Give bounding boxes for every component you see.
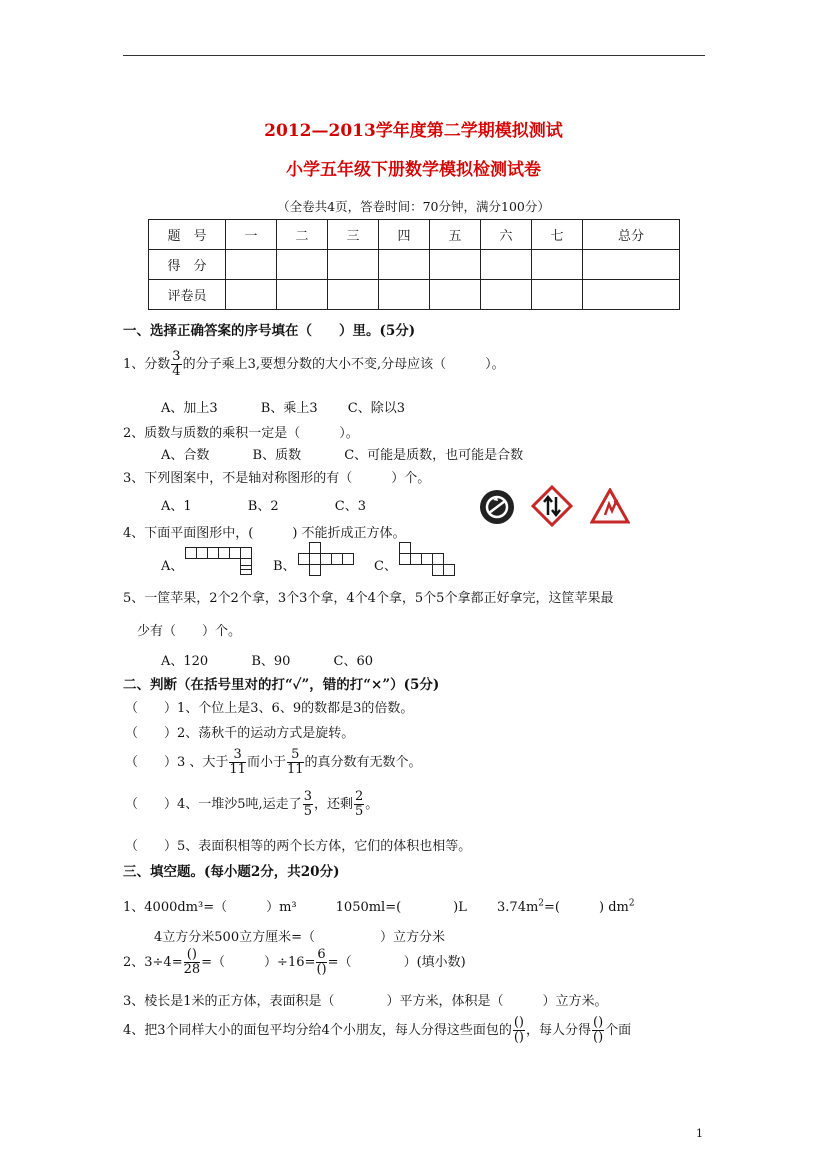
- fraction-numerator: 3: [303, 789, 312, 804]
- fraction-numerator: 3: [172, 349, 181, 364]
- s1-question-4: 4、下面平面图形中，( ) 不能折成正方体。: [123, 526, 406, 541]
- s3-q2-suffix: =（ ）(填小数): [327, 955, 466, 970]
- grader-cell[interactable]: [328, 280, 379, 310]
- s3-q1-part-a: 1、4000dm³=（ ）m³ 1050ml=( )L 3.74m: [123, 900, 539, 915]
- s1-q5-options: A、120 B、90 C、60: [161, 654, 374, 669]
- s3-q2-middle: =（ ）÷16=: [201, 955, 316, 970]
- exam-title: 2012—2013学年度第二学期模拟测试: [264, 121, 563, 141]
- fraction-denominator: 5: [303, 804, 312, 819]
- section2-title: 二、判断（在括号里对的打“✓”，错的打“×”）(5分): [123, 677, 440, 693]
- exponent: 2: [628, 898, 635, 909]
- fraction-numerator: 6: [317, 947, 326, 962]
- grader-cell[interactable]: [481, 280, 532, 310]
- grader-cell[interactable]: [532, 280, 583, 310]
- s1-question-5-line2: 少有（ ）个。: [137, 624, 242, 639]
- score-cell[interactable]: [430, 250, 481, 280]
- grader-cell[interactable]: [226, 280, 277, 310]
- score-row-label: 得 分: [149, 250, 226, 280]
- section3-title: 三、填空题。(每小题2分，共20分): [123, 864, 340, 880]
- s2-question-4: [125, 790, 378, 819]
- fraction-numerator: (): [593, 1015, 604, 1030]
- score-header-cell: 一: [226, 220, 277, 250]
- page-number: 1: [696, 1127, 703, 1140]
- score-table-header-row: [149, 220, 680, 250]
- s2-question-1: （ ）1、个位上是3、6、9的数都是3的倍数。: [125, 701, 414, 716]
- fraction: [303, 790, 313, 819]
- score-table-grader-row: [149, 280, 680, 310]
- fraction-numerator: (): [184, 948, 201, 963]
- fraction-denominator: (): [513, 1030, 524, 1045]
- score-header-cell: 二: [277, 220, 328, 250]
- score-cell[interactable]: [226, 250, 277, 280]
- s1-q1-suffix: 的分子乘上3,要想分数的大小不变,分母应该（ ）。: [182, 357, 505, 372]
- s1-question-1: [123, 350, 505, 379]
- fraction: [316, 948, 326, 977]
- fraction: [354, 790, 364, 819]
- two-way-traffic-sign-icon: [531, 485, 573, 527]
- s3-q1-part-b: =( ) dm: [544, 900, 629, 915]
- fraction-denominator: (): [316, 962, 327, 977]
- score-header-cell: 总分: [583, 220, 680, 250]
- s3-q4-suffix: 个面: [605, 1023, 632, 1038]
- grader-cell[interactable]: [379, 280, 430, 310]
- s3-q4-middle: ，每人分得: [525, 1023, 591, 1038]
- s3-question-2: [123, 948, 466, 977]
- s2-question-5: （ ）5、表面积相等的两个长方体，它们的体积也相等。: [125, 839, 472, 854]
- score-header-cell: 四: [379, 220, 430, 250]
- s1-q4-option-a-label: A、: [161, 559, 184, 574]
- fraction: [184, 948, 201, 977]
- fraction-numerator: 2: [354, 789, 364, 804]
- fraction-denominator: 5: [354, 804, 364, 819]
- fraction-denominator: (): [593, 1030, 604, 1045]
- fraction: [287, 748, 304, 777]
- score-table: [148, 219, 680, 310]
- s1-q3-options: A、1 B、2 C、3: [161, 499, 366, 514]
- fraction: [229, 748, 246, 777]
- s2-q3-prefix: （ ）3 、大于: [125, 755, 229, 770]
- score-cell[interactable]: [277, 250, 328, 280]
- score-header-cell: 题 号: [149, 220, 226, 250]
- score-table-score-row: [149, 250, 680, 280]
- s3-q2-prefix: 2、3÷4=: [123, 955, 183, 970]
- s2-q4-middle: ，还剩: [313, 797, 353, 812]
- fraction: [513, 1016, 525, 1045]
- s1-q4-option-b-label: B、: [273, 559, 296, 574]
- fraction-denominator: 28: [183, 962, 201, 977]
- lightning-warning-sign-icon: [590, 488, 630, 524]
- score-header-cell: 五: [430, 220, 481, 250]
- exam-subtitle: 小学五年级下册数学模拟检测试卷: [286, 160, 541, 180]
- fraction-numerator: (): [513, 1015, 524, 1030]
- grader-cell[interactable]: [430, 280, 481, 310]
- s2-question-3: [125, 748, 422, 777]
- score-cell[interactable]: [379, 250, 430, 280]
- s1-question-2: 2、质数与质数的乘积一定是（ ）。: [123, 426, 359, 441]
- s1-question-5-line1: 5、一筐苹果，2个2个拿，3个3个拿，4个4个拿，5个5个拿都正好拿完，这筐苹果最: [123, 591, 614, 606]
- s3-question-4: [123, 1016, 631, 1045]
- s3-question-1-line1: [123, 896, 635, 915]
- s1-q1-prefix: 1、分数: [123, 357, 171, 372]
- score-cell[interactable]: [532, 250, 583, 280]
- fraction-numerator: 3: [229, 748, 246, 763]
- score-cell[interactable]: [328, 250, 379, 280]
- exponent: 2: [538, 898, 545, 909]
- score-header-cell: 六: [481, 220, 532, 250]
- s2-q4-suffix: 。: [365, 797, 379, 812]
- fraction-numerator: 5: [287, 748, 304, 763]
- score-cell[interactable]: [481, 250, 532, 280]
- no-entry-sign-icon: [479, 489, 515, 525]
- top-rule: [123, 55, 705, 56]
- s1-q1-options: A、加上3 B、乘上3 C、除以3: [161, 401, 405, 416]
- s2-q3-suffix: 的真分数有无数个。: [304, 755, 422, 770]
- s1-q2-options: A、合数 B、质数 C、可能是质数，也可能是合数: [161, 448, 524, 463]
- s2-q4-prefix: （ ）4、一堆沙5吨,运走了: [125, 797, 302, 812]
- fraction: [592, 1016, 604, 1045]
- s2-question-2: （ ）2、荡秋千的运动方式是旋转。: [125, 726, 355, 741]
- score-header-cell: 七: [532, 220, 583, 250]
- score-header-cell: 三: [328, 220, 379, 250]
- s3-question-1-line2: 4立方分米500立方厘米=（ ）立方分米: [154, 930, 445, 945]
- fraction-denominator: 4: [172, 364, 181, 379]
- s2-q3-middle: 而小于: [246, 755, 286, 770]
- grader-cell[interactable]: [277, 280, 328, 310]
- s1-q4-option-c-label: C、: [374, 559, 397, 574]
- grader-cell[interactable]: [583, 280, 680, 310]
- s3-question-3: 3、棱长是1米的正方体，表面积是（ ）平方米，体积是（ ）立方米。: [123, 994, 608, 1009]
- s3-q4-prefix: 4、把3个同样大小的面包平均分给4个小朋友，每人分得这些面包的: [123, 1023, 512, 1038]
- fraction-denominator: 11: [229, 762, 246, 777]
- fraction-denominator: 11: [286, 762, 304, 777]
- fraction: [171, 350, 181, 379]
- grader-row-label: 评卷员: [149, 280, 226, 310]
- s1-question-3: 3、下列图案中，不是轴对称图形的有（ ）个。: [123, 471, 431, 486]
- score-cell[interactable]: [583, 250, 680, 280]
- section1-title: 一、选择正确答案的序号填在（ ）里。(5分): [123, 323, 416, 339]
- exam-info: （全卷共4页，答卷时间：70分钟，满分100分）: [277, 199, 550, 214]
